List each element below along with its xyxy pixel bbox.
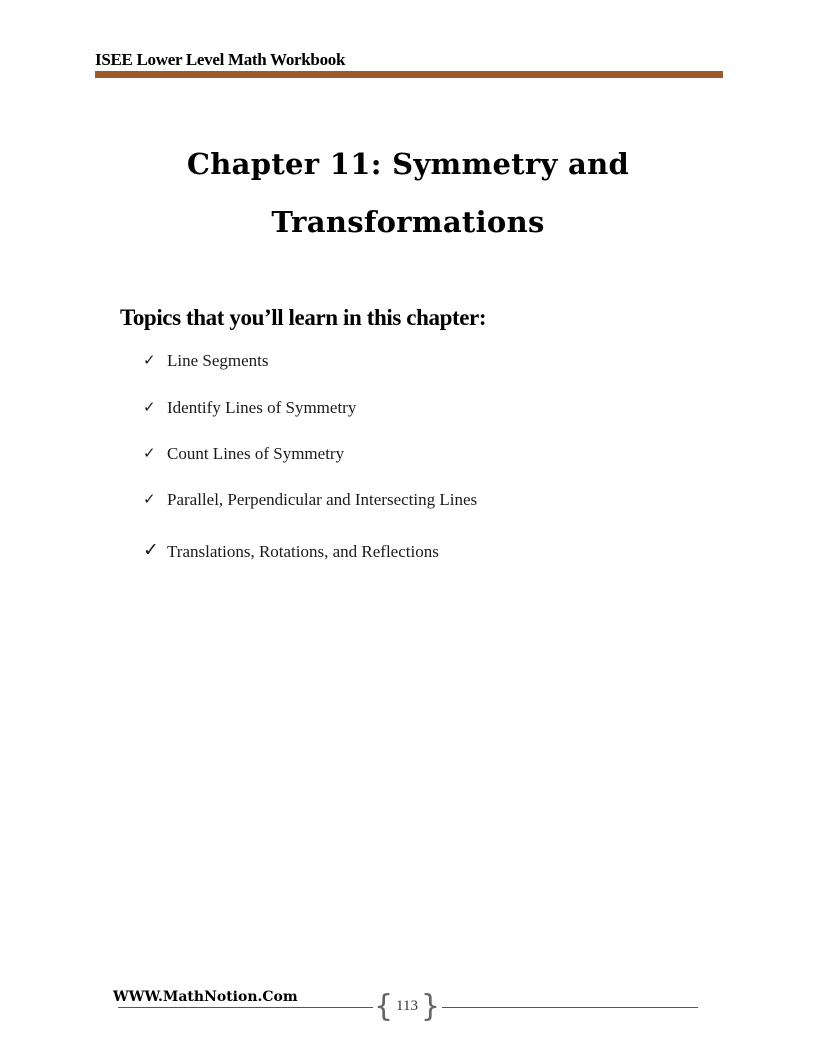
check-icon: ✓ [143, 490, 156, 508]
footer-rule-left [118, 1007, 373, 1008]
topic-item [143, 351, 269, 371]
chapter-title-line2: Transformations [271, 205, 545, 239]
right-brace-icon: } [420, 989, 440, 1024]
page-number-box [372, 990, 442, 1024]
topic-item [143, 444, 344, 464]
topic-item [143, 539, 439, 562]
footer-rule-right [442, 1007, 698, 1008]
topic-item [143, 398, 356, 418]
topic-label: Parallel, Perpendicular and Intersecting Lines [167, 490, 478, 509]
check-icon: ✓ [143, 539, 159, 561]
chapter-title-line1: Chapter 11: Symmetry and [186, 147, 630, 181]
footer-website: WWW.MathNotion.Com [113, 989, 298, 1005]
check-icon: ✓ [143, 398, 156, 416]
running-header-title: ISEE Lower Level Math Workbook [95, 50, 346, 69]
topic-label: Count Lines of Symmetry [167, 444, 345, 463]
chapter-title [120, 135, 696, 251]
topic-label: Line Segments [167, 351, 269, 370]
topics-heading: Topics that you’ll learn in this chapter: [120, 305, 487, 330]
page-number: 113 [396, 998, 418, 1014]
check-icon: ✓ [143, 444, 156, 462]
topic-item [143, 490, 477, 510]
check-icon: ✓ [143, 351, 156, 369]
left-brace-icon: { [374, 989, 394, 1024]
topic-label: Translations, Rotations, and Reflections [167, 542, 439, 561]
header-rule [95, 71, 723, 78]
topic-label: Identify Lines of Symmetry [167, 398, 357, 417]
